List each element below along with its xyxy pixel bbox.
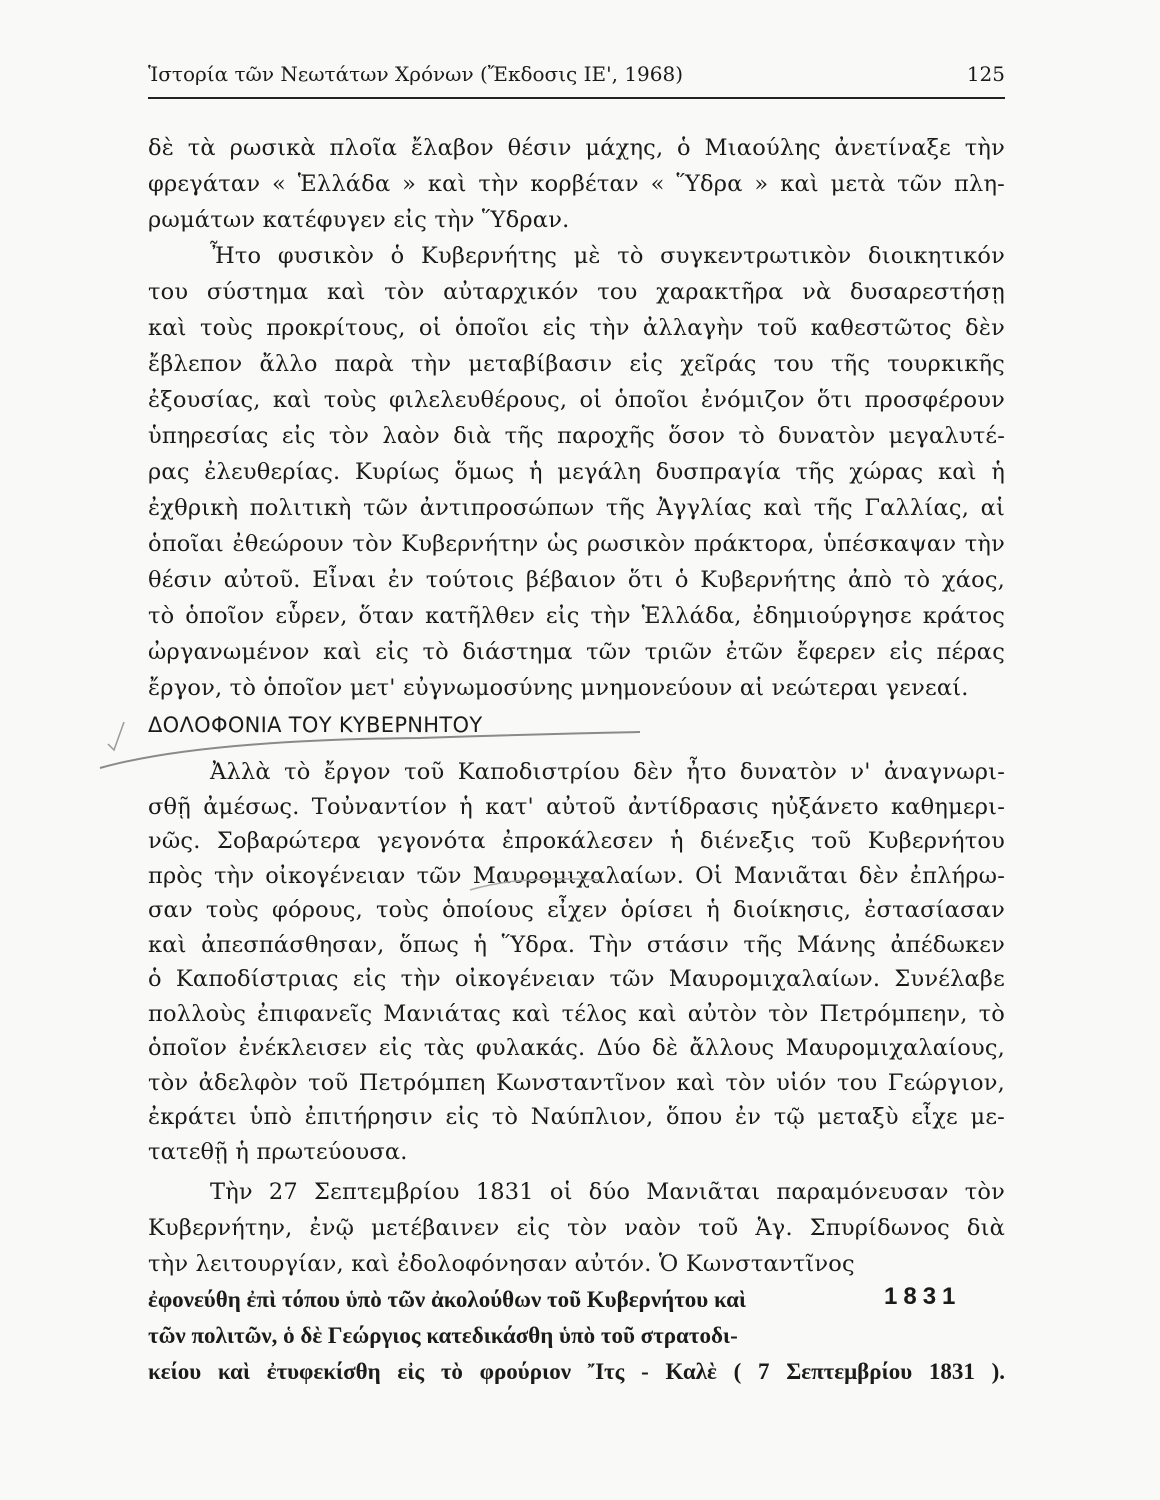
text-line: ἐξουσίας, καὶ τοὺς φιλελευθέρους, οἱ ὁποῖοι ἐνόμιζον ὅτι προσφέρουν [148,387,1005,413]
text-line: σαν τοὺς φόρους, τοὺς ὁποίους εἶχεν ὁρίσει ἡ διοίκησις, ἐστασίασαν [148,897,1005,923]
text-line: Τὴν 27 Σεπτεμβρίου 1831 οἱ δύο Μανιᾶται παραμόνευσαν τὸν [210,1179,1005,1205]
page-number: 125 [966,62,1005,86]
text-block-middle [148,755,1005,1169]
text-line: ὑπηρεσίας εἰς τὸν λαὸν διὰ τῆς παροχῆς ὅσον τὸ δυνατὸν μεγαλυτέ- [148,423,1005,449]
text-line: ἐκράτει ὑπὸ ἐπιτήρησιν εἰς τὸ Ναύπλιον, ὅπου ἐν τῷ μεταξὺ εἶχε με- [148,1104,1005,1130]
text-line: ὁποῖον ἐνέκλεισεν εἰς τὰς φυλακάς. Δύο δὲ ἄλλους Μαυρομιχαλαίους, [148,1035,1005,1061]
text-line: νῶς. Σοβαρώτερα γεγονότα ἐπροκάλεσεν ἡ διένεξις τοῦ Κυβερνήτου [148,828,1005,854]
text-line: τὸ ὁποῖον εὗρεν, ὅταν κατῆλθεν εἰς τὴν Ἑλλάδα, ἐδημιούργησε κράτος [148,603,1005,629]
text-line: φρεγάταν « Ἑλλάδα » καὶ τὴν κορβέταν « Ὕδρα » καὶ μετὰ τῶν πλη- [148,171,1005,197]
header-rule [148,97,1005,99]
text-line: τὴν λειτουργίαν, καὶ ἐδολοφόνησαν αὐτόν. Ὁ Κωνσταντῖνος [148,1251,855,1277]
text-line: καὶ ἀπεσπάσθησαν, ὅπως ἡ Ὕδρα. Τὴν στάσιν τῆς Μάνης ἀπέδωκεν [148,931,1005,958]
text-line: ἔβλεπον ἄλλο παρὰ τὴν μεταβίβασιν εἰς χεῖράς του τῆς τουρκικῆς [148,351,1005,377]
text-line: τὸν ἀδελφὸν τοῦ Πετρόμπεη Κωνσταντῖνον καὶ τὸν υἱόν του Γεώργιον, [148,1069,1005,1096]
text-line: Κυβερνήτην, ἐνῷ μετέβαινεν εἰς τὸν ναὸν τοῦ Ἁγ. Σπυρίδωνος διὰ [148,1215,1005,1241]
running-title: Ἱστορία τῶν Νεωτάτων Χρόνων (Ἔκδοσις ΙΕ', 1968) [148,62,684,86]
section-heading: ΔΟΛΟΦΟΝΙΑ ΤΟΥ ΚΥΒΕΡΝΗΤΟΥ [148,713,483,737]
text-line: τῶν πολιτῶν, ὁ δὲ Γεώργιος κατεδικάσθη ὑπὸ τοῦ στρατοδι- [148,1323,738,1348]
running-header [148,62,1005,92]
text-line: καὶ τοὺς προκρίτους, οἱ ὁποῖοι εἰς τὴν ἀλλαγὴν τοῦ καθεστῶτος δὲν [148,315,1005,341]
text-line: ἐφονεύθη ἐπὶ τόπου ὑπὸ τῶν ἀκολούθων τοῦ Κυβερνήτου καὶ [148,1287,747,1312]
text-line: ὁποῖαι ἐθεώρουν τὸν Κυβερνήτην ὡς ρωσικὸν πράκτορα, ὑπέσκαψαν τὴν [148,531,1005,557]
margin-year: 1831 [884,1283,962,1310]
check-mark-icon [108,722,124,750]
text-line: ὠργανωμένον καὶ εἰς τὸ διάστημα τῶν τριῶν ἐτῶν ἔφερεν εἰς πέρας [148,639,1005,665]
text-line: Ἦτο φυσικὸν ὁ Κυβερνήτης μὲ τὸ συγκεντρωτικὸν διοικητικόν [210,243,1005,269]
text-line: ἔργον, τὸ ὁποῖον μετ' εὐγνωμοσύνης μνημονεύουν αἱ νεώτεραι γενεαί. [148,675,969,701]
text-line: τατεθῇ ἡ πρωτεύουσα. [148,1138,408,1165]
text-line: Ἀλλὰ τὸ ἔργον τοῦ Καποδιστρίου δὲν ἦτο δυνατὸν ν' ἀναγνωρι- [210,759,1005,785]
text-line: ρας ἐλευθερίας. Κυρίως ὅμως ἡ μεγάλη δυσπραγία τῆς χώρας καὶ ἡ [148,459,1005,485]
text-line: του σύστημα καὶ τὸν αὐταρχικόν του χαρακτῆρα νὰ δυσαρεστήσῃ [148,279,1005,305]
text-block-top [148,130,1005,706]
text-line: πρὸς τὴν οἰκογένειαν τῶν Μαυρομιχαλαίων. Οἱ Μανιᾶται δὲν ἐπλήρω- [148,862,1005,889]
text-line: ὁ Καποδίστριας εἰς τὴν οἰκογένειαν τῶν Μαυρομιχαλαίων. Συνέλαβε [148,966,1005,992]
text-line: σθῇ ἀμέσως. Τοὐναντίον ἡ κατ' αὐτοῦ ἀντίδρασις ηὐξάνετο καθημερι- [148,793,1005,820]
text-block-bottom [148,1174,1005,1390]
text-line: ρωμάτων κατέφυγεν εἰς τὴν Ὕδραν. [148,207,570,233]
text-line: δὲ τὰ ρωσικὰ πλοῖα ἔλαβον θέσιν μάχης, ὁ Μιαούλης ἀνετίναξε τὴν [148,135,1005,161]
text-line: πολλοὺς ἐπιφανεῖς Μανιάτας καὶ τέλος καὶ αὐτὸν τὸν Πετρόμπεην, τὸ [148,1000,1005,1027]
text-line: θέσιν αὐτοῦ. Εἶναι ἐν τούτοις βέβαιον ὅτι ὁ Κυβερνήτης ἀπὸ τὸ χάος, [148,567,1005,593]
text-line: κείου καὶ ἐτυφεκίσθη εἰς τὸ φρούριον Ἴτς - Καλὲ ( 7 Σεπτεμβρίου 1831 ). [148,1359,1005,1384]
text-line: ἐχθρικὴ πολιτικὴ τῶν ἀντιπροσώπων τῆς Ἀγγλίας καὶ τῆς Γαλλίας, αἱ [148,495,1005,521]
